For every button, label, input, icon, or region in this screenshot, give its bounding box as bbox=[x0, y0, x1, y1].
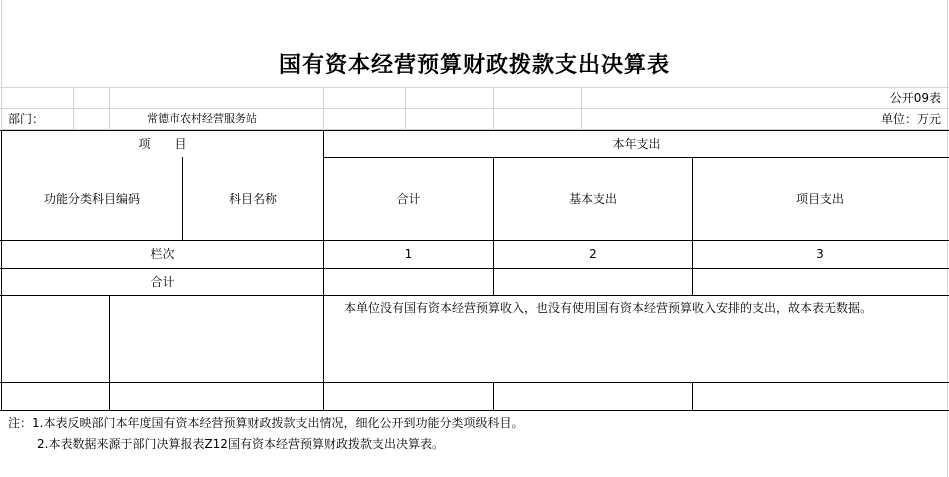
col-divider bbox=[692, 157, 693, 296]
col-divider bbox=[323, 130, 324, 411]
expense-group-header: 本年支出 bbox=[612, 137, 661, 151]
col-divider bbox=[493, 382, 494, 411]
page-title: 国有资本经营预算财政拨款支出决算表 bbox=[278, 52, 670, 78]
department-name: 常德市农村经营服务站 bbox=[147, 112, 257, 125]
note-line-2: 2.本表数据来源于部门决算报表Z12国有资本经营预算财政拨款支出决算表。 bbox=[37, 437, 444, 451]
gridline bbox=[493, 87, 494, 131]
project-header: 项目支出 bbox=[795, 192, 844, 206]
basic-header: 基本支出 bbox=[568, 192, 617, 206]
department-label: 部门： bbox=[8, 112, 45, 126]
func-code-header: 功能分类科目编码 bbox=[43, 192, 140, 206]
total-header: 合计 bbox=[396, 192, 421, 206]
remark-text: 本单位没有国有资本经营预算收入，也没有使用国有资本经营预算收入安排的支出，故本表无数据。 bbox=[344, 301, 873, 315]
gridline bbox=[323, 87, 324, 131]
unit-label: 单位：万元 bbox=[880, 112, 941, 126]
gridline bbox=[0, 108, 949, 109]
row-divider bbox=[0, 240, 949, 241]
row-divider bbox=[0, 295, 949, 296]
total-row-label: 合计 bbox=[150, 275, 175, 289]
column-index-2: 2 bbox=[589, 247, 597, 261]
row-divider bbox=[0, 382, 949, 383]
col-divider bbox=[109, 295, 110, 411]
table-code: 公开09表 bbox=[889, 91, 941, 105]
gridline bbox=[0, 87, 949, 88]
gridline bbox=[581, 87, 582, 131]
column-index-1: 1 bbox=[404, 247, 413, 261]
item-group-header: 项 目 bbox=[138, 137, 187, 151]
column-index-3: 3 bbox=[816, 247, 824, 261]
row-divider bbox=[323, 157, 949, 158]
row-divider bbox=[0, 268, 949, 269]
gridline bbox=[109, 87, 110, 131]
note-line-1: 注：1.本表反映部门本年度国有资本经营预算财政拨款支出情况，细化公开到功能分类项级科目。 bbox=[8, 416, 524, 430]
gridline bbox=[405, 87, 406, 131]
col-divider bbox=[493, 157, 494, 296]
table-border-bottom bbox=[0, 410, 949, 411]
col-divider bbox=[692, 382, 693, 411]
gridline bbox=[73, 87, 74, 131]
column-index-label: 栏次 bbox=[150, 247, 175, 261]
table-border-left bbox=[1, 130, 2, 411]
table-border-top bbox=[0, 130, 949, 131]
subject-name-header: 科目名称 bbox=[228, 192, 277, 206]
